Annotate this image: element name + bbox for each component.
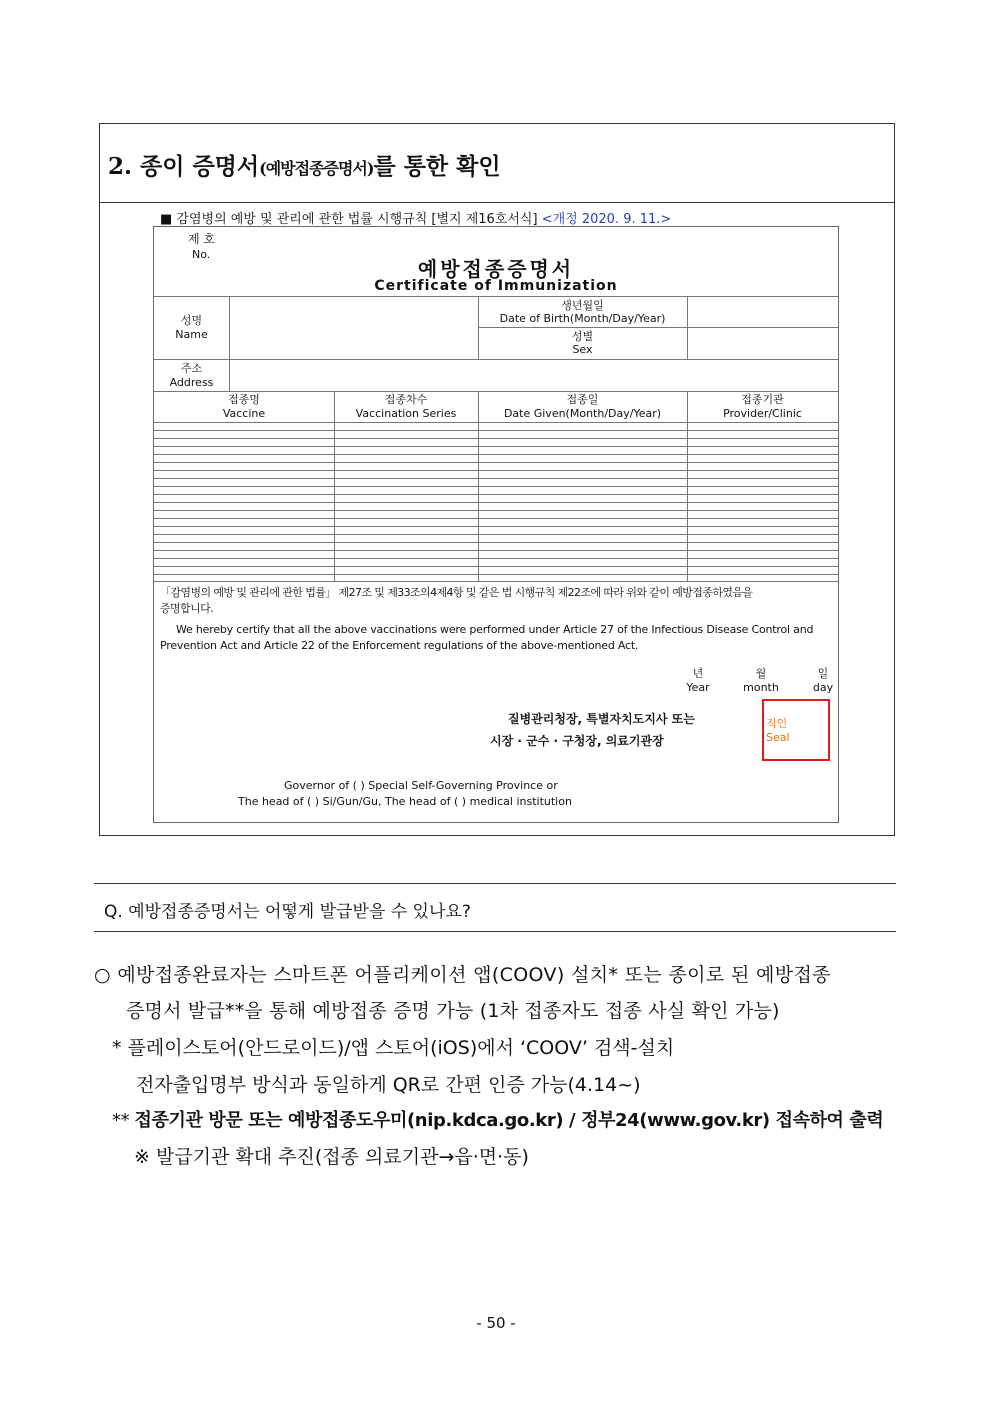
address-label-ko: 주소 [180, 362, 203, 375]
statement-ko [160, 585, 830, 617]
form-caption-amend: <개정 2020. 9. 11.> [541, 212, 672, 227]
form-caption [160, 208, 671, 227]
col-vaccine-ko: 접종명 [228, 393, 260, 406]
note1-line1: * 플레이스토어(안드로이드)/앱 스토어(iOS)에서 ‘COOV’ 검색-설치 [112, 1037, 675, 1059]
section-title-row [100, 124, 894, 203]
rule [154, 359, 838, 360]
statement-en-line1: We hereby certify that all the above vaccinations were performed under Article 27 of the Infectious Disease Control and [176, 623, 814, 636]
seal-box [762, 699, 830, 761]
cert-no-ko: 제 호 [188, 232, 215, 246]
col-series-en: Vaccination Series [355, 407, 457, 420]
issuer-ko-line2: 시장 · 군수 · 구청장, 의료기관장 [490, 734, 664, 748]
statement-ko-line2: 증명합니다. [160, 602, 214, 615]
rule [154, 391, 838, 392]
form-caption-prefix: ■ 감염병의 예방 및 관리에 관한 법률 시행규칙 [별지 제16호서식] [160, 212, 538, 227]
col-provider-en: Provider/Clinic [723, 407, 802, 420]
sex-label-ko: 성별 [571, 330, 594, 343]
table-row [154, 438, 838, 439]
statement-ko-line1: 「감염병의 예방 및 관리에 관한 법률」 제27조 및 제33조의4제4항 및 같은 법 시행규칙 제22조에 따라 위와 같이 예방접종하였음을 [160, 586, 753, 599]
section-title-tail: 를 통한 확인 [373, 153, 501, 180]
year-label-en: Year [686, 681, 710, 694]
table-row [154, 542, 838, 543]
table-row [154, 430, 838, 431]
cert-title-en: Certificate of Immunization [374, 278, 618, 294]
table-row [154, 518, 838, 519]
seal-label-en: Seal [766, 731, 790, 744]
statement-en [160, 622, 830, 654]
cert-no-en: No. [192, 248, 211, 261]
answer-line1: ○ 예방접종완료자는 스마트폰 어플리케이션 앱(COOV) 설치* 또는 종이로 된 예방접종 [94, 964, 831, 986]
section-title [108, 148, 501, 181]
qa-top-rule [94, 883, 896, 884]
rule [687, 296, 688, 359]
dob-label-en: Date of Birth(Month/Day/Year) [499, 312, 666, 325]
month-label-ko: 월 [755, 667, 767, 680]
table-row [154, 550, 838, 551]
table-row [154, 526, 838, 527]
qa-bottom-rule [94, 931, 896, 932]
table-row [154, 446, 838, 447]
seal-label-ko: 직인 [766, 717, 788, 730]
table-row [154, 486, 838, 487]
year-label-ko: 년 [692, 667, 704, 680]
name-label-ko: 성명 [180, 314, 203, 327]
qa-question: Q. 예방접종증명서는 어떻게 발급받을 수 있나요? [104, 902, 471, 922]
rule [478, 327, 838, 328]
note3: ※ 발급기관 확대 추진(접종 의료기관→읍·면·동) [134, 1146, 529, 1168]
rule [229, 296, 230, 391]
rule [154, 296, 838, 297]
col-provider-ko: 접종기관 [741, 393, 784, 406]
certificate-form [153, 226, 839, 823]
issuer-ko-line1: 질병관리청장, 특별자치도지사 또는 [508, 712, 695, 726]
page-number: - 50 - [476, 1314, 516, 1332]
issuer-en-line1: Governor of ( ) Special Self-Governing Province or [284, 779, 558, 792]
note2-prefix: ** [112, 1110, 135, 1131]
address-label-en: Address [169, 376, 214, 389]
rule [154, 422, 838, 423]
day-label-en: day [812, 681, 834, 694]
name-label-en: Name [175, 328, 208, 341]
dob-label-ko: 생년월일 [561, 299, 604, 312]
col-series-ko: 접종차수 [384, 393, 428, 406]
table-row [154, 558, 838, 559]
sex-label-en: Sex [572, 343, 593, 356]
cert-title-ko: 예방접종증명서 [417, 257, 575, 281]
answer-line2: 증명서 발급**을 통해 예방접종 증명 가능 (1차 접종자도 접종 사실 확인 가능) [126, 1000, 780, 1022]
issuer-en-line2: The head of ( ) Si/Gun/Gu, The head of ( ) medical institution [238, 795, 572, 808]
note1-line2: 전자출입명부 방식과 동일하게 QR로 간편 인증 가능(4.14~) [136, 1074, 641, 1096]
rule [154, 581, 838, 582]
day-label-ko: 일 [817, 667, 829, 680]
table-row [154, 470, 838, 471]
note2-bold: 접종기관 방문 또는 예방접종도우미(nip.kdca.go.kr) / 정부24(www.gov.kr) 접속하여 출력 [134, 1110, 884, 1131]
table-row [154, 454, 838, 455]
table-row [154, 566, 838, 567]
table-row [154, 494, 838, 495]
table-row [154, 534, 838, 535]
table-row [154, 502, 838, 503]
col-date-ko: 접종일 [566, 393, 599, 406]
note2 [112, 1106, 883, 1132]
table-row [154, 478, 838, 479]
section-title-paren: (예방접종증명서) [259, 159, 374, 178]
table-row [154, 510, 838, 511]
col-vaccine-en: Vaccine [222, 407, 266, 420]
statement-en-line2: Prevention Act and Article 22 of the Enforcement regulations of the above-mentioned Act. [160, 639, 639, 652]
col-date-en: Date Given(Month/Day/Year) [503, 407, 662, 420]
table-row [154, 574, 838, 575]
month-label-en: month [743, 681, 779, 694]
section-title-main: 2. 종이 증명서 [108, 153, 260, 180]
table-row [154, 462, 838, 463]
